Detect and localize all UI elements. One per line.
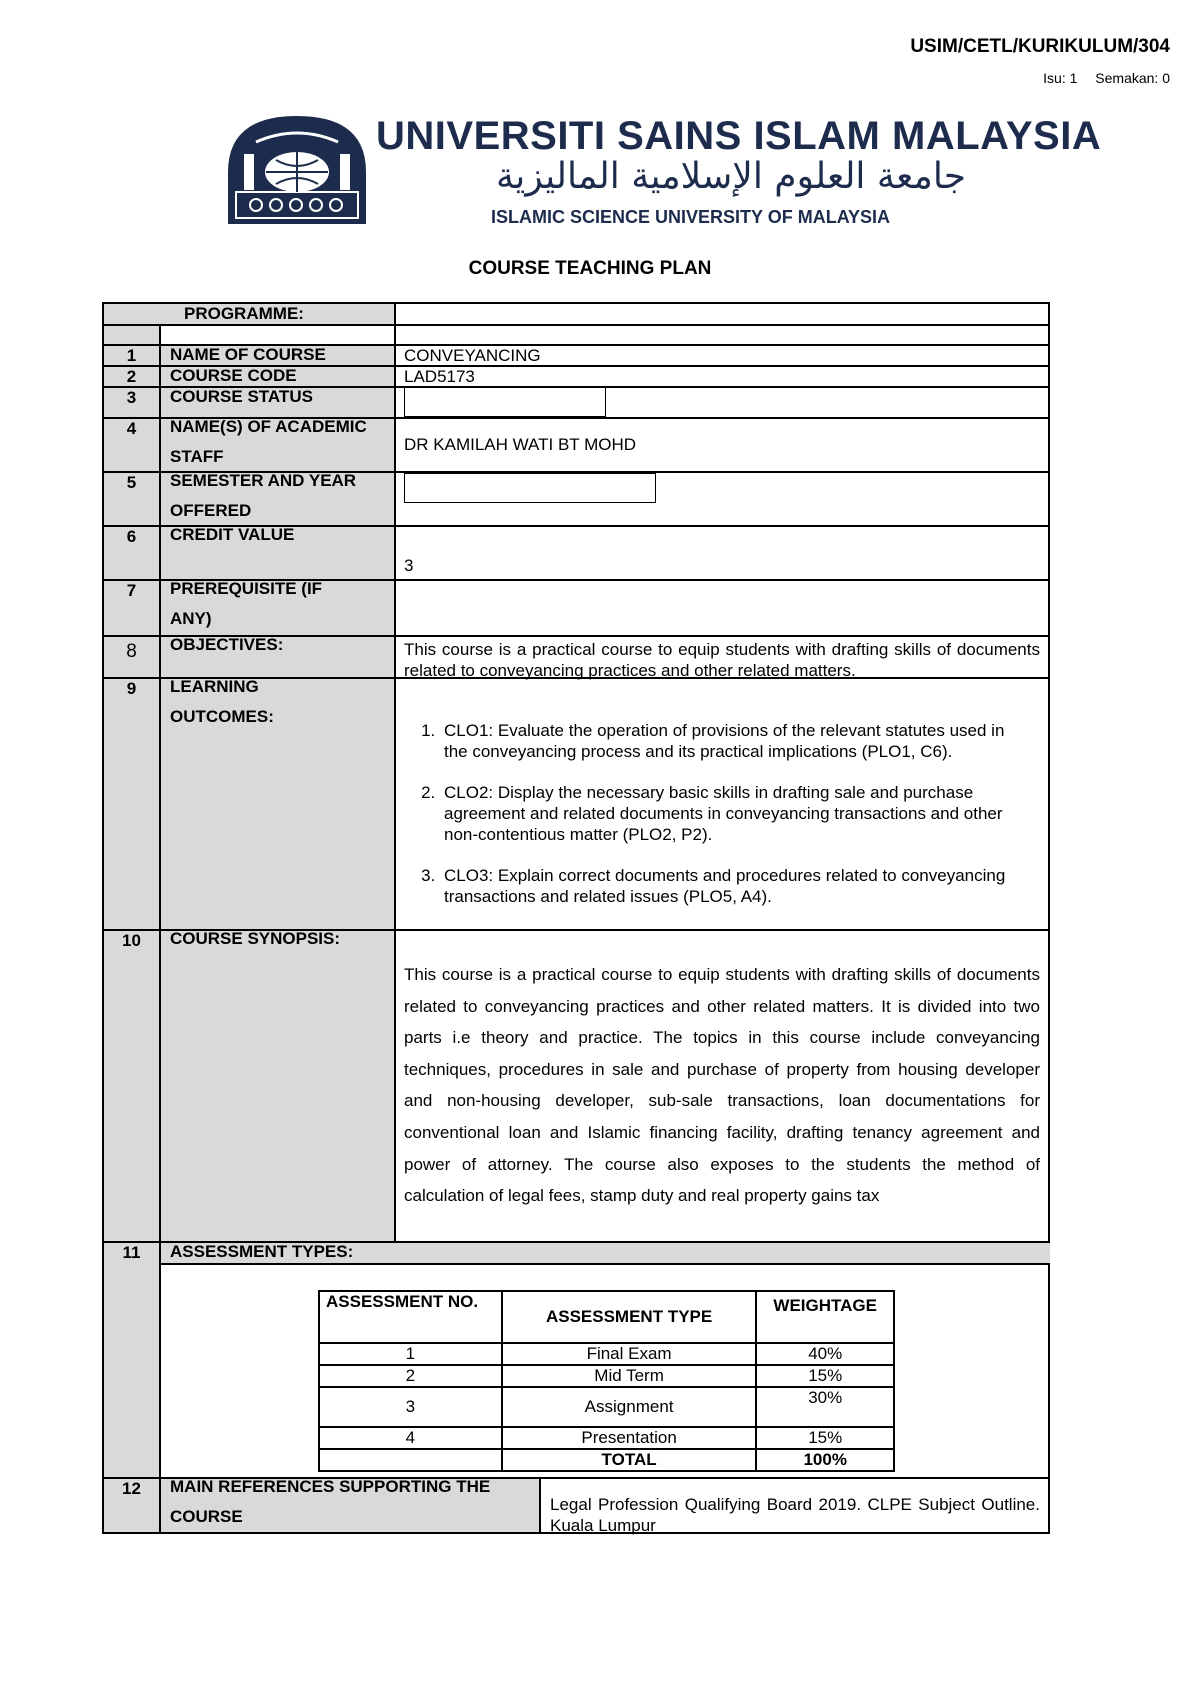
row-number-8: 8 [126,641,137,662]
name-of-course-value: CONVEYANCING [404,346,541,365]
row-number-5: 5 [126,473,137,492]
row-number-1: 1 [126,346,137,365]
assessment-types-label: ASSESSMENT TYPES: [170,1242,354,1261]
total-label: TOTAL [502,1449,757,1471]
objectives-value: This course is a practical course to equip students with drafting skills of documents related to conveyancing practices and other related matters. [404,640,1040,680]
semester-year-label: SEMESTER AND YEAR OFFERED [170,471,357,520]
objectives-label: OBJECTIVES: [170,635,284,654]
document-reference-code: USIM/CETL/KURIKULUM/304 [910,36,1170,57]
course-status-label: COURSE STATUS [170,387,313,406]
row-number-3: 3 [126,388,137,407]
row-number-7: 7 [126,581,137,600]
assessment-type: Presentation [502,1427,757,1449]
logo-university-name-arabic: جامعة العلوم الإسلامية الماليزية [496,156,967,197]
total-value: 100% [756,1449,894,1471]
table-row [319,1427,894,1449]
row-number-10: 10 [122,931,141,950]
academic-staff-label: NAME(S) OF ACADEMIC STAFF [170,417,367,466]
logo-university-name-english: ISLAMIC SCIENCE UNIVERSITY OF MALAYSIA [491,207,891,227]
learning-outcome-3: 3. CLO3: Explain correct documents and procedures related to conveyancing transactions and related issues (PLO5, A4). [440,865,1024,907]
prerequisite-label: PREREQUISITE (IF ANY) [170,579,323,628]
assessment-no: 2 [319,1365,502,1387]
row-number-12: 12 [122,1479,141,1498]
assessment-no: 3 [319,1387,502,1427]
main-references-label: MAIN REFERENCES SUPPORTING THE COURSE [170,1477,491,1526]
table-row [319,1365,894,1387]
learning-outcomes-label: LEARNING OUTCOMES: [170,677,274,726]
course-plan-table [102,302,1050,1534]
assessment-type: Mid Term [502,1365,757,1387]
course-synopsis-label: COURSE SYNOPSIS: [170,929,341,948]
learning-outcome-2: 2. CLO2: Display the necessary basic skills in drafting sale and purchase agreement and related documents in conveyancing transactions and other non-contentious matter (PLO2, P2). [440,782,1024,845]
revision-number: Semakan: 0 [1095,70,1170,86]
academic-staff-value: DR KAMILAH WATI BT MOHD [404,435,637,454]
assessment-no-header: ASSESSMENT NO. [319,1291,502,1343]
issue-number: Isu: 1 [1043,70,1078,86]
table-row [319,1387,894,1427]
logo-university-name: UNIVERSITI SAINS ISLAM MALAYSIA [376,114,1102,158]
row-number-9: 9 [126,679,137,698]
course-code-value: LAD5173 [404,367,475,386]
learning-outcome-1: 1. CLO1: Evaluate the operation of provisions of the relevant statutes used in the conveyancing process and its practical implications (PLO1, C6). [440,720,1024,762]
weightage-header: WEIGHTAGE [756,1291,894,1343]
table-row [319,1343,894,1365]
course-code-label: COURSE CODE [170,366,297,385]
assessment-type: Assignment [502,1387,757,1427]
row-number-6: 6 [126,527,137,546]
number-column-bg [104,324,159,1532]
assessment-type: Final Exam [502,1343,757,1365]
semester-input-box [404,473,656,503]
learning-outcomes-list [404,720,1024,927]
row-number-11: 11 [122,1243,141,1262]
programme-label: PROGRAMME: [184,304,304,323]
row-number-4: 4 [126,419,137,438]
name-of-course-label: NAME OF COURSE [170,345,326,364]
assessment-no: 1 [319,1343,502,1365]
course-synopsis-value: This course is a practical course to equip students with drafting skills of documents related to conveyancing practices and other related matters. It is divided into two parts i.e theory and practice. The topics in this course include conveyancing techniques, procedures in sale and purchase of property from housing developer and non-housing developer, sub-sale transactions, loan documentations for conventional loan and Islamic financing facility, drafting tenancy agreement and power of attorney. The course also exposes to the students the method of calculation of legal fees, stamp duty and real property gains tax [404,965,1040,1206]
assessment-table [318,1290,895,1472]
assessment-weight: 30% [756,1387,894,1427]
page-title: COURSE TEACHING PLAN [468,258,712,279]
assessment-no: 4 [319,1427,502,1449]
main-references-value: Legal Profession Qualifying Board 2019. CLPE Subject Outline. Kuala Lumpur [550,1495,1040,1535]
university-logo [226,112,1102,232]
university-crest-icon [226,112,368,228]
assessment-weight: 15% [756,1427,894,1449]
row-number-2: 2 [126,367,137,386]
assessment-weight: 40% [756,1343,894,1365]
table-row [319,1449,894,1471]
issue-revision [1029,70,1170,86]
assessment-weight: 15% [756,1365,894,1387]
assessment-type-header: ASSESSMENT TYPE [502,1291,757,1343]
total-empty-cell [319,1449,502,1471]
course-status-input-box [404,387,606,417]
credit-value: 3 [404,556,414,575]
credit-value-label: CREDIT VALUE [170,525,295,544]
